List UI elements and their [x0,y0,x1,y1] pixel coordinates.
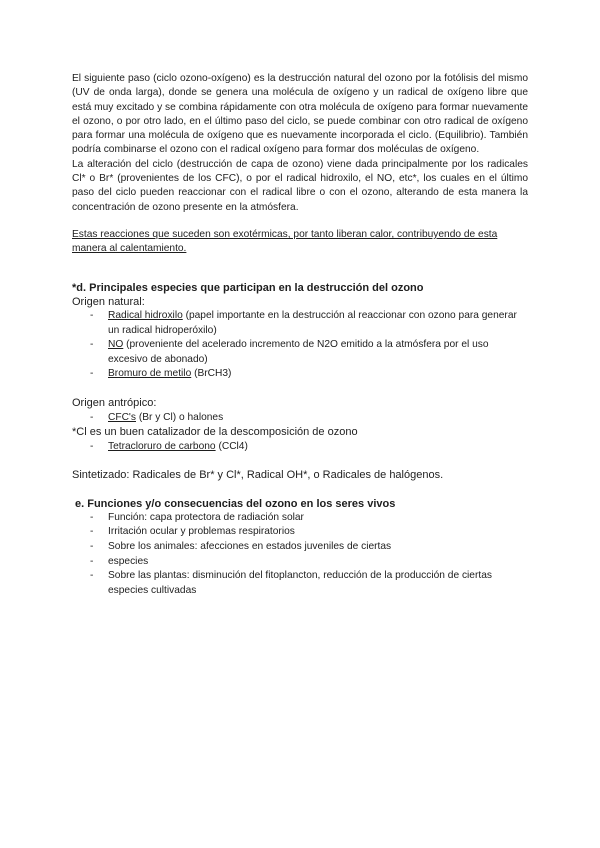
species-desc: (CCl4) [215,440,248,452]
list-dash: - [90,368,94,380]
anthropic-origin-list-2 [72,440,528,455]
list-dash: - [90,440,94,452]
effect-text: especies [108,555,149,567]
intro-paragraph-2: La alteración del ciclo (destrucción de capa de ozono) viene dada principalmente por los radicales Cl* o Br* (provenientes de los CFC), o por el radical hidroxilo, el NO, etc*, los cuales en el último paso del ciclo pueden reaccionar con el radical libre o con el ozono, alterando de esta manera la concentración de ozono presente en la atmósfera. [72,158,528,213]
species-term: CFC's [108,411,136,423]
effect-text: Función: capa protectora de radiación solar [108,511,304,523]
species-term: Bromuro de metilo [108,368,192,380]
list-item [72,367,528,382]
effect-text: Irritación ocular y problemas respiratorios [108,526,295,538]
effect-text: Sobre los animales: afecciones en estados juveniles de ciertas [108,540,392,552]
section-e-title: e. Funciones y/o consecuencias del ozono en los seres vivos [75,497,396,510]
species-term: Radical hidroxilo [108,310,183,322]
natural-origin-list [72,309,528,382]
list-dash: - [90,526,94,538]
list-dash: - [90,540,94,552]
section-d-title: *d. Principales especies que participan en la destrucción del ozono [72,281,424,294]
species-desc: (papel importante en la destrucción al reaccionar con ozono para generar un radical hidroperóxilo) [108,310,517,336]
effects-list [72,511,528,599]
species-term: Tetracloruro de carbono [108,440,216,452]
list-dash: - [90,411,94,423]
effect-text: Sobre las plantas: disminución del fitoplancton, reducción de la producción de ciertas especies cultivadas [108,570,492,596]
list-dash: - [90,310,94,322]
summary-line: Sintetizado: Radicales de Br* y Cl*, Radical OH*, o Radicales de halógenos. [72,469,444,482]
list-item [72,525,528,540]
species-desc: (proveniente del acelerado incremento de N2O emitido a la atmósfera por el uso excesivo de abonado) [108,339,489,365]
natural-origin-label: Origen natural: [72,295,145,308]
list-item [72,338,528,367]
list-dash: - [90,339,94,351]
exothermic-note: Estas reacciones que suceden son exotérmicas, por tanto liberan calor, contribuyendo de esta manera al calentamiento. [72,228,498,255]
list-item [72,569,528,598]
species-desc: (Br y Cl) o halones [135,411,224,423]
intro-paragraph-1: El siguiente paso (ciclo ozono-oxígeno) es la destrucción natural del ozono por la fotólisis del mismo (UV de onda larga), donde se genera una molécula de oxígeno y un radical de oxígeno libre que está muy excitado y se combina rápidamente con otra molécula de oxígeno para formar nuevamente el ozono, o por otro lado, en el último paso del ciclo, se puede combinar con otro radical de oxígeno para formar una molécula de oxígeno que es nuevamente incorporada el ciclo. (Equilibrio). También podría combinarse el ozono con el radical oxígeno para formar dos moléculas de oxígeno. [72,73,528,156]
anthropic-origin-list-1 [72,411,528,426]
list-dash: - [90,511,94,523]
list-item [72,411,528,426]
list-dash: - [90,570,94,582]
list-dash: - [90,555,94,567]
anthropic-origin-label: Origen antrópico: [72,397,157,410]
document-page [72,72,528,598]
list-item [72,309,528,338]
list-item [72,555,528,570]
species-term: NO [108,339,124,351]
list-item [72,511,528,526]
list-item [72,440,528,455]
species-desc: (BrCH3) [191,368,232,380]
chlorine-catalyst-note: *Cl es un buen catalizador de la descomposición de ozono [72,426,358,439]
list-item [72,540,528,555]
